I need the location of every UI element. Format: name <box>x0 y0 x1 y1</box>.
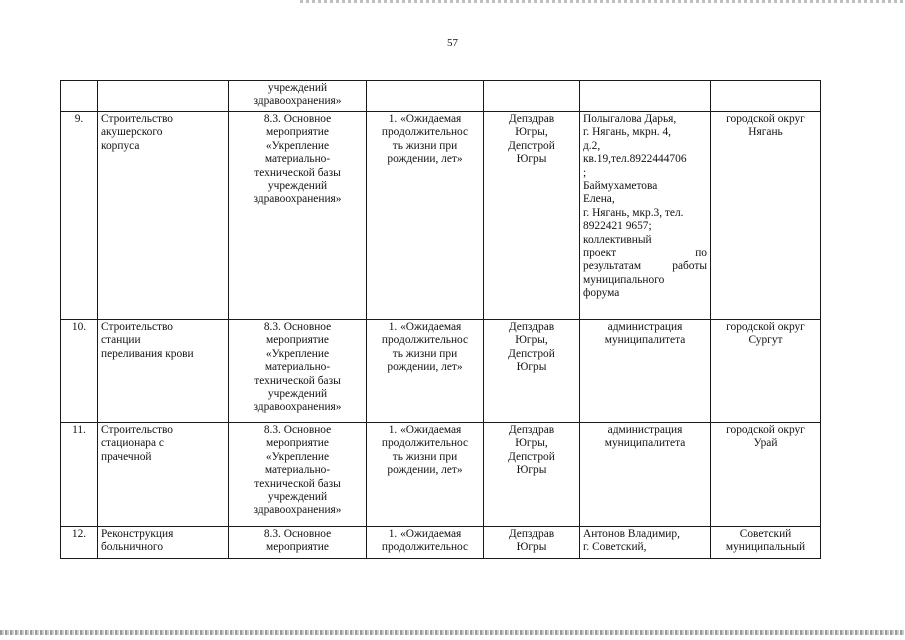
cell-measure: 8.3. Основное мероприятие «Укрепление материально- технической базы учреждений здравоохранения» <box>229 423 367 527</box>
cell-num: 12. <box>61 527 98 559</box>
cell-indicator: 1. «Ожидаемая продолжительнос ть жизни при рождении, лет» <box>367 423 484 527</box>
cell-executor: Депздрав Югры, Депстрой Югры <box>484 112 580 320</box>
cell-initiator <box>580 81 711 112</box>
scan-artifact-bottom <box>0 630 905 635</box>
cell-num: 9. <box>61 112 98 320</box>
cell-measure: 8.3. Основное мероприятие «Укрепление материально- технической базы учреждений здравоохранения» <box>229 112 367 320</box>
cell-initiator: Антонов Владимир, г. Советский, <box>580 527 711 559</box>
cell-indicator: 1. «Ожидаемая продолжительнос ть жизни при рождении, лет» <box>367 320 484 423</box>
cell-executor <box>484 81 580 112</box>
cell-initiator: администрация муниципалитета <box>580 423 711 527</box>
table-row <box>61 112 821 320</box>
cell-name <box>98 81 229 112</box>
cell-name: Строительство стационара с прачечной <box>98 423 229 527</box>
measure-text: учреждений здравоохранения» <box>253 82 342 108</box>
cell-num: 10. <box>61 320 98 423</box>
cell-indicator: 1. «Ожидаемая продолжительнос ть жизни при рождении, лет» <box>367 112 484 320</box>
cell-indicator <box>367 81 484 112</box>
table-row <box>61 423 821 527</box>
table-row-continuation <box>61 81 821 112</box>
table-row <box>61 320 821 423</box>
cell-measure: 8.3. Основное мероприятие «Укрепление материально- технической базы учреждений здравоохранения» <box>229 320 367 423</box>
cell-executor: Депздрав Югры, Депстрой Югры <box>484 423 580 527</box>
cell-name: Строительство акушерского корпуса <box>98 112 229 320</box>
cell-executor: Депздрав Югры, Депстрой Югры <box>484 320 580 423</box>
cell-municipality <box>711 81 821 112</box>
cell-measure: 8.3. Основное мероприятие <box>229 527 367 559</box>
cell-municipality: Советский муниципальный <box>711 527 821 559</box>
cell-initiator: Полыгалова Дарья, г. Нягань, мкрн. 4, д.2, кв.19,тел.8922444706 ; Баймухаметова Елена, г. Нягань, мкр.3, тел. 8922421 9657; коллективный проект по результатам работы муниципального форума <box>580 112 711 320</box>
cell-executor: Депздрав Югры <box>484 527 580 559</box>
initiator-justified-line: проект по <box>583 247 707 260</box>
page-number: 57 <box>447 37 458 49</box>
cell-name: Реконструкция больничного <box>98 527 229 559</box>
cell-num <box>61 81 98 112</box>
projects-table <box>60 80 821 559</box>
scan-artifact-top <box>300 0 905 3</box>
table-row <box>61 527 821 559</box>
cell-municipality: городской округ Урай <box>711 423 821 527</box>
cell-name: Строительство станции переливания крови <box>98 320 229 423</box>
cell-initiator: администрация муниципалитета <box>580 320 711 423</box>
cell-municipality: городской округ Нягань <box>711 112 821 320</box>
cell-indicator: 1. «Ожидаемая продолжительнос <box>367 527 484 559</box>
cell-num: 11. <box>61 423 98 527</box>
cell-measure <box>229 81 367 112</box>
initiator-justified-line: результатам работы <box>583 260 707 273</box>
cell-municipality: городской округ Сургут <box>711 320 821 423</box>
